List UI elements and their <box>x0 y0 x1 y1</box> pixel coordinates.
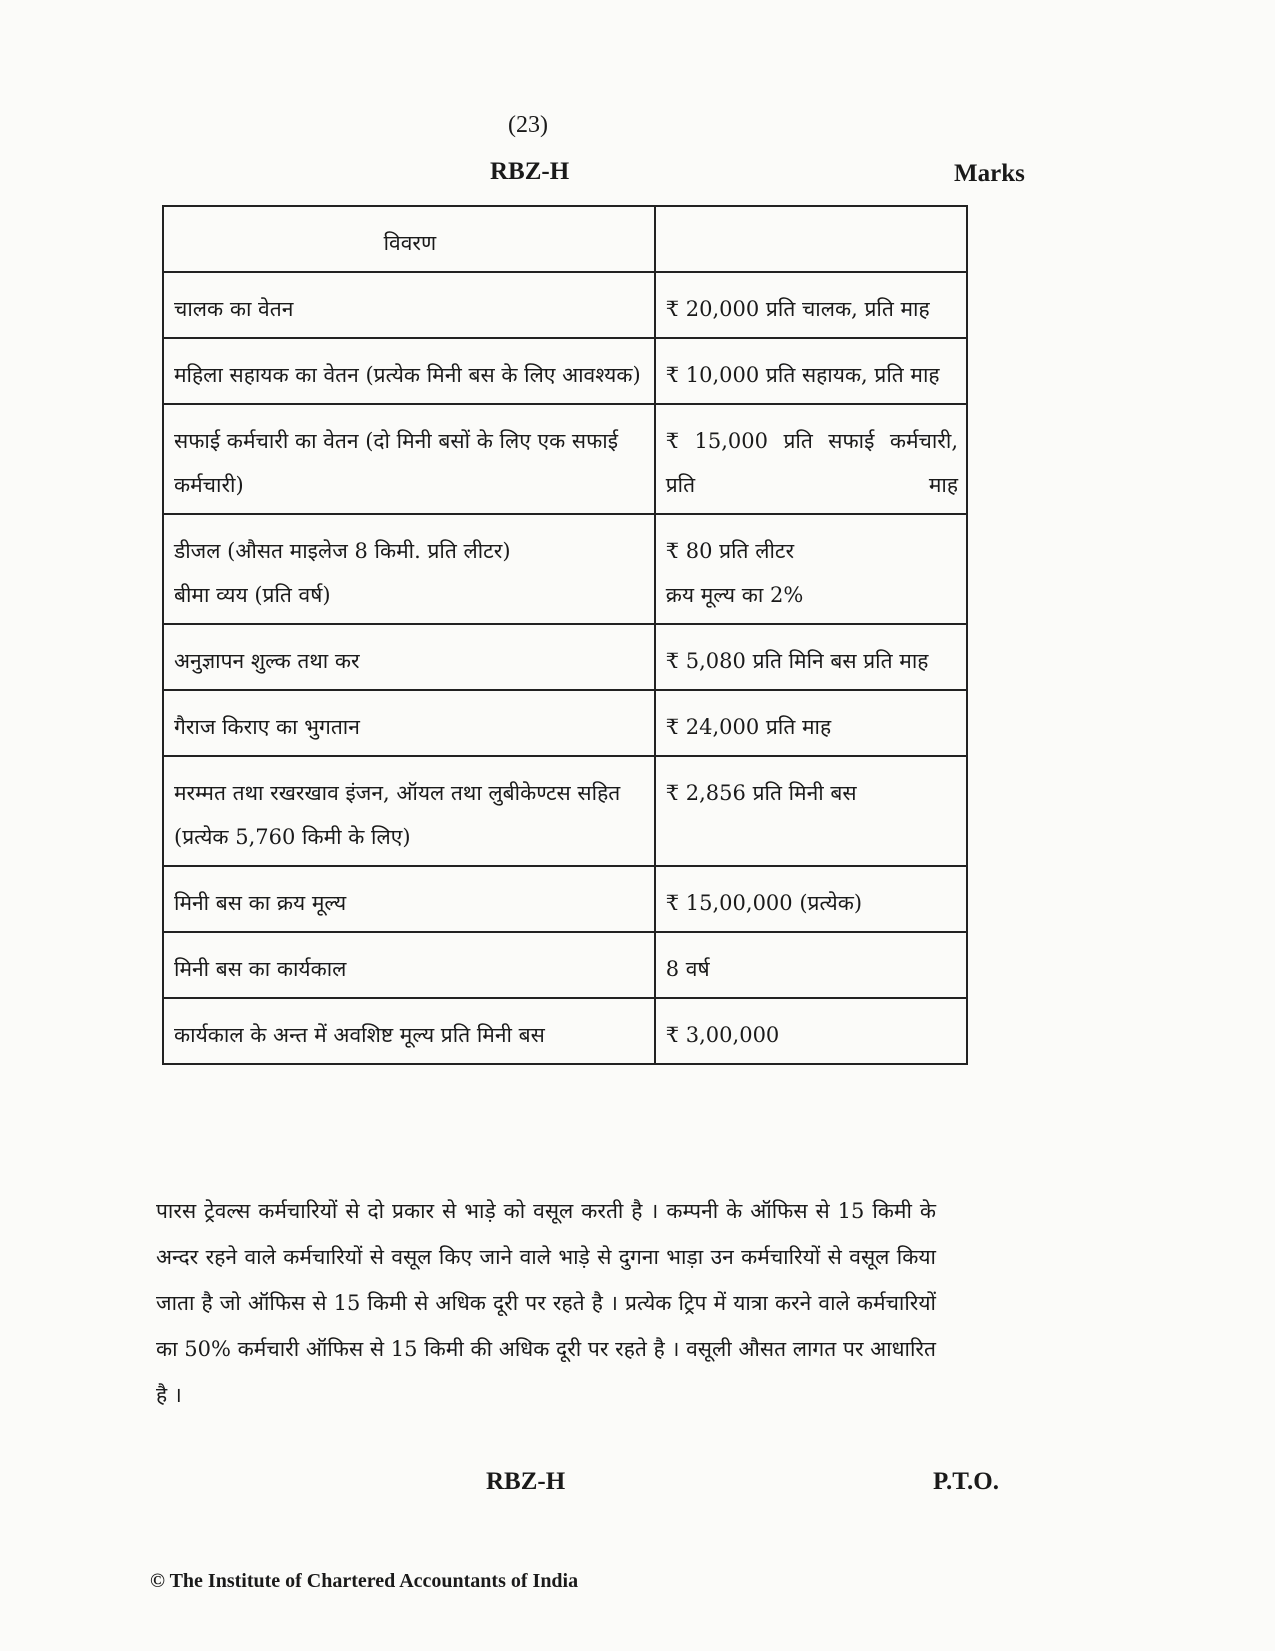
table-row <box>163 866 967 932</box>
row-value <box>655 514 967 624</box>
table-header-row <box>163 206 967 272</box>
row-value-line: ₹ 80 प्रति लीटर <box>665 539 795 563</box>
row-value: ₹ 5,080 प्रति मिनि बस प्रति माह <box>655 624 967 690</box>
row-label: चालक का वेतन <box>163 272 655 338</box>
row-label: मिनी बस का क्रय मूल्य <box>163 866 655 932</box>
page-number: (23) <box>508 112 548 138</box>
copyright-notice: © The Institute of Chartered Accountants of India <box>150 1570 579 1592</box>
table-row <box>163 998 967 1064</box>
row-value: ₹ 15,000 प्रति सफाई कर्मचारी, प्रति माह <box>655 404 967 514</box>
header-cell-description: विवरण <box>163 206 655 272</box>
row-label <box>163 514 655 624</box>
row-label-line: बीमा व्यय (प्रति वर्ष) <box>174 583 331 607</box>
row-label: गैराज किराए का भुगतान <box>163 690 655 756</box>
row-label: सफाई कर्मचारी का वेतन (दो मिनी बसों के लिए एक सफाई कर्मचारी) <box>163 404 655 514</box>
table-row <box>163 756 967 866</box>
table-row <box>163 514 967 624</box>
row-value: ₹ 24,000 प्रति माह <box>655 690 967 756</box>
row-label: मरम्मत तथा रखरखाव इंजन, ऑयल तथा लुबीकेण्टस सहित (प्रत्येक 5,760 किमी के लिए) <box>163 756 655 866</box>
row-value: ₹ 2,856 प्रति मिनी बस <box>655 756 967 866</box>
table-row <box>163 624 967 690</box>
paper-code-bottom: RBZ-H <box>486 1468 566 1495</box>
row-value: ₹ 10,000 प्रति सहायक, प्रति माह <box>655 338 967 404</box>
row-value: ₹ 3,00,000 <box>655 998 967 1064</box>
header-cell-amount <box>655 206 967 272</box>
table-row <box>163 338 967 404</box>
marks-label: Marks <box>954 160 1025 187</box>
table-row <box>163 272 967 338</box>
row-value: ₹ 15,00,000 (प्रत्येक) <box>655 866 967 932</box>
row-label: अनुज्ञापन शुल्क तथा कर <box>163 624 655 690</box>
row-label-line: डीजल (औसत माइलेज 8 किमी. प्रति लीटर) <box>174 539 511 563</box>
row-label: महिला सहायक का वेतन (प्रत्येक मिनी बस के लिए आवश्यक) <box>163 338 655 404</box>
table-row <box>163 932 967 998</box>
cost-details-table <box>162 205 968 1065</box>
row-value-line: क्रय मूल्य का 2% <box>665 583 804 607</box>
row-label: कार्यकाल के अन्त में अवशिष्ट मूल्य प्रति मिनी बस <box>163 998 655 1064</box>
table-row <box>163 690 967 756</box>
fare-paragraph: पारस ट्रेवल्स कर्मचारियों से दो प्रकार से भाड़े को वसूल करती है । कम्पनी के ऑफिस से 15 किमी के अन्दर रहने वाले कर्मचारियों से वसूल किए जाने वाले भाड़े से दुगना भाड़ा उन कर्मचारियों से वसूल किया जाता है जो ऑफिस से 15 किमी से अधिक दूरी पर रहते है । प्रत्येक ट्रिप में यात्रा करने वाले कर्मचारियों का 50% कर्मचारी ऑफिस से 15 किमी की अधिक दूरी पर रहते है । वसूली औसत लागत पर आधारित है । <box>156 1199 936 1407</box>
table-row <box>163 404 967 514</box>
row-value: ₹ 20,000 प्रति चालक, प्रति माह <box>655 272 967 338</box>
row-value: 8 वर्ष <box>655 932 967 998</box>
row-label: मिनी बस का कार्यकाल <box>163 932 655 998</box>
pto-label: P.T.O. <box>933 1468 999 1495</box>
paper-code-top: RBZ-H <box>490 158 570 185</box>
